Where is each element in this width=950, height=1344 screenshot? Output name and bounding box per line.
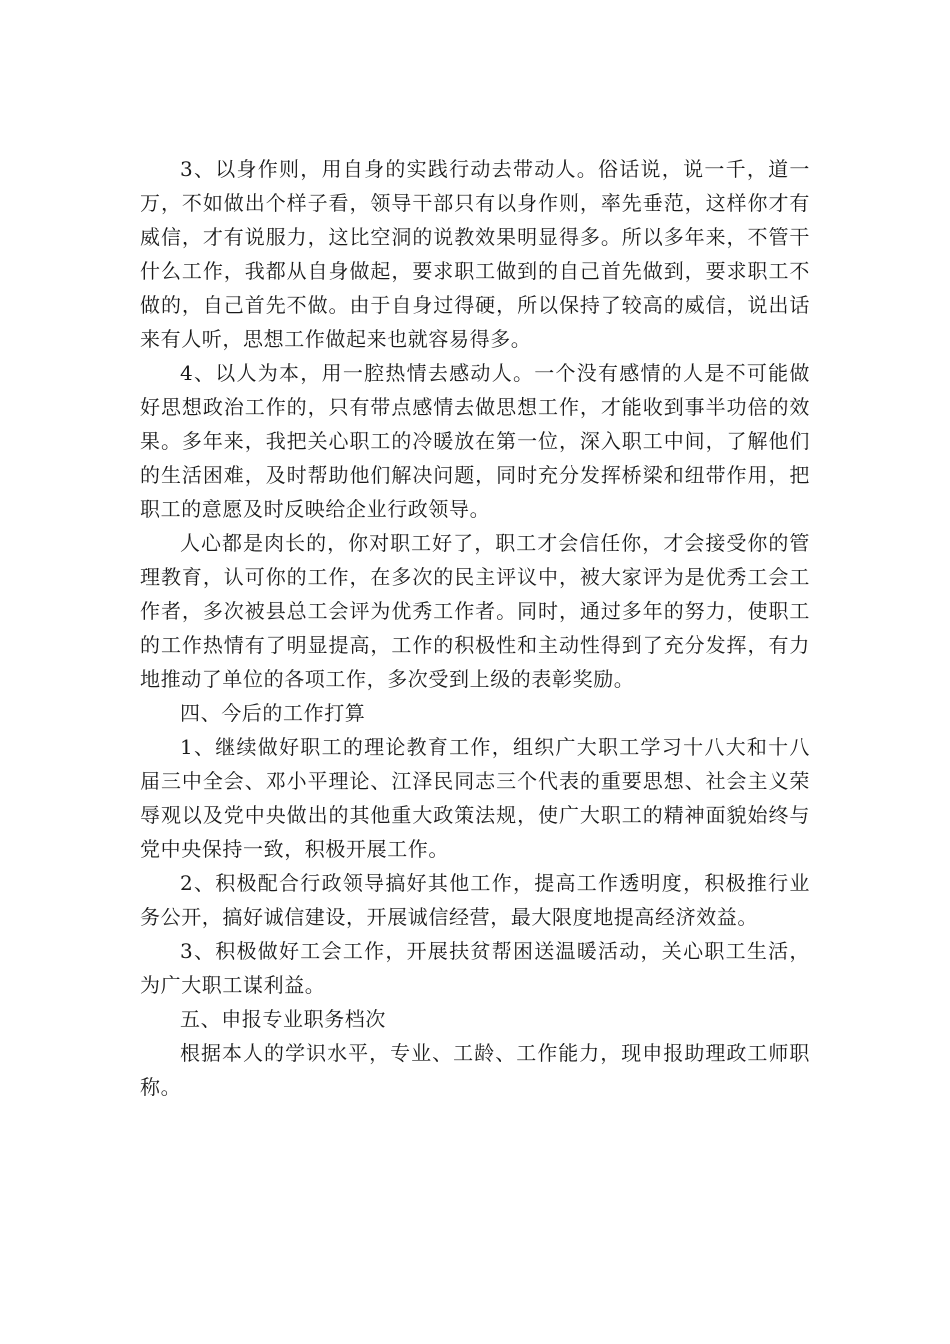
section-heading-title-application: 五、申报专业职务档次 xyxy=(180,1007,386,1031)
paragraph-plan-theory-education: 1、继续做好职工的理论教育工作，组织广大职工学习十八大和十八届三中全会、邓小平理论、江泽民同志三个代表的重要思想、社会主义荣辱观以及党中央做出的其他重大政策法规，使广大职工的精神面貌始终与党中央保持一致，积极开展工作。 xyxy=(140,735,810,861)
paragraph-plan-administration-support: 2、积极配合行政领导搞好其他工作，提高工作透明度，积极推行业务公开，搞好诚信建设，开展诚信经营，最大限度地提高经济效益。 xyxy=(140,871,810,929)
paragraph-plan-union-work: 3、积极做好工会工作，开展扶贫帮困送温暖活动，关心职工生活，为广大职工谋利益。 xyxy=(140,939,810,997)
section-heading-future-plans: 四、今后的工作打算 xyxy=(180,701,366,725)
paragraph-title-application: 根据本人的学识水平，专业、工龄、工作能力，现申报助理政工师职称。 xyxy=(140,1041,810,1099)
paragraph-lead-by-example: 3、以身作则，用自身的实践行动去带动人。俗话说，说一千，道一万，不如做出个样子看，领导干部只有以身作则，率先垂范，这样你才有威信，才有说服力，这比空洞的说教效果明显得多。所以多年来，不管干什么工作，我都从自身做起，要求职工做到的自己首先做到，要求职工不做的，自己首先不做。由于自身过得硬，所以保持了较高的威信，说出话来有人听，思想工作做起来也就容易得多。 xyxy=(140,157,810,351)
document-body xyxy=(140,152,810,1104)
paragraph-people-oriented: 4、以人为本，用一腔热情去感动人。一个没有感情的人是不可能做好思想政治工作的，只有带点感情去做思想工作，才能收到事半功倍的效果。多年来，我把关心职工的冷暖放在第一位，深入职工中间，了解他们的生活困难，及时帮助他们解决问题，同时充分发挥桥梁和纽带作用，把职工的意愿及时反映给企业行政领导。 xyxy=(140,361,810,521)
paragraph-trust-and-recognition: 人心都是肉长的，你对职工好了，职工才会信任你，才会接受你的管理教育，认可你的工作，在多次的民主评议中，被大家评为是优秀工会工作者，多次被县总工会评为优秀工作者。同时，通过多年的努力，使职工的工作热情有了明显提高，工作的积极性和主动性得到了充分发挥，有力地推动了单位的各项工作，多次受到上级的表彰奖励。 xyxy=(140,531,810,691)
